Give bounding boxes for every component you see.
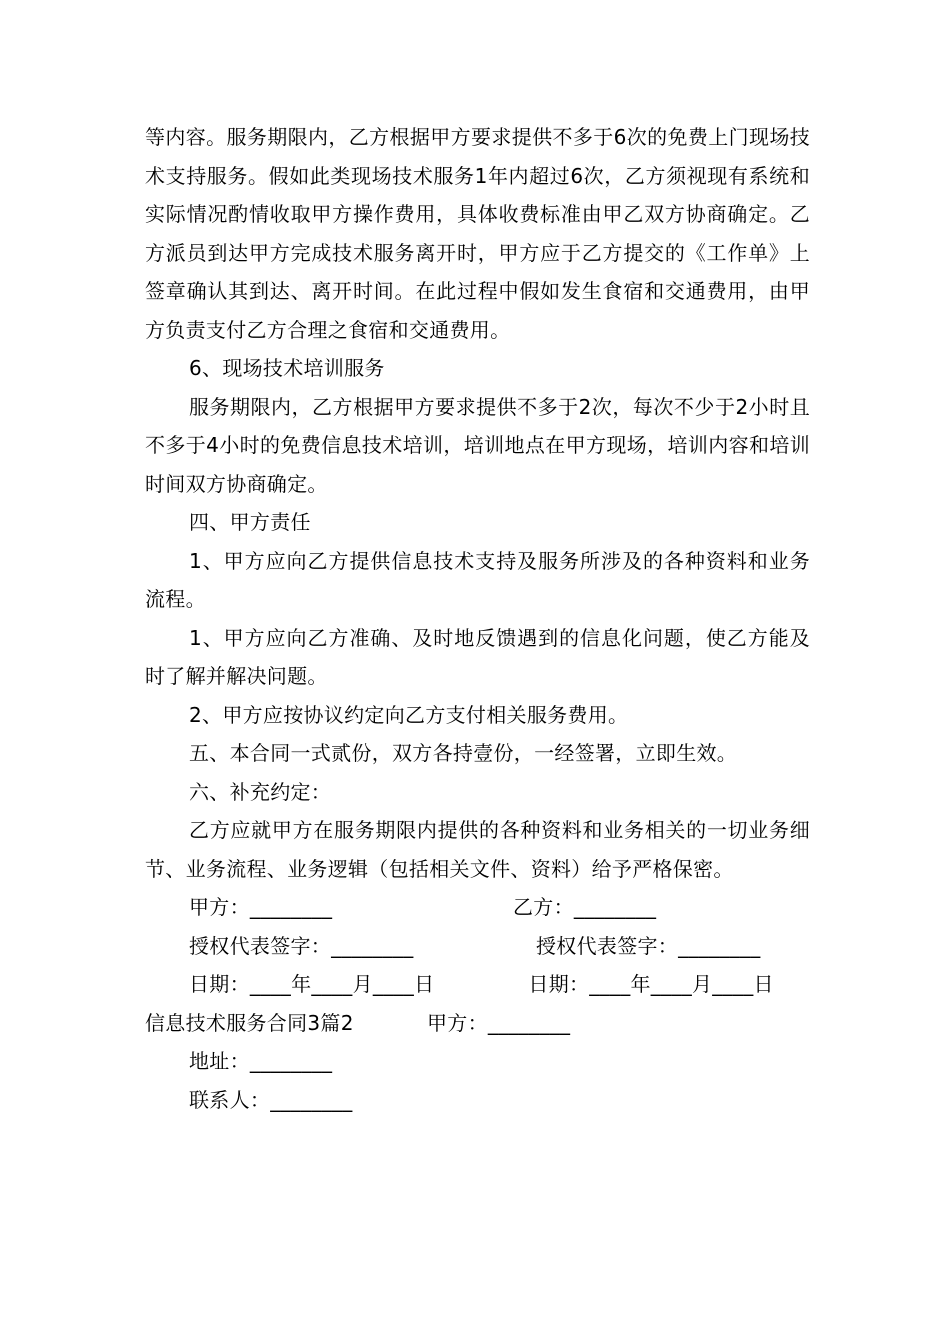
- section-heading-onsite-training: 6、现场技术培训服务: [189, 356, 385, 380]
- section-heading-party-a-duties: 四、甲方责任: [189, 510, 311, 534]
- party-a-signature-line: 甲方：________: [189, 895, 333, 919]
- paragraph-copies-effective: 五、本合同一式贰份，双方各持壹份，一经签署，立即生效。: [189, 741, 738, 765]
- next-contract-title: 信息技术服务合同3篇2: [145, 1010, 354, 1035]
- party-b-date-line: 日期：____年____月____日: [528, 972, 774, 996]
- paragraph-training-terms: 服务期限内，乙方根据甲方要求提供不多于2次，每次不少于2小时且不多于4小时的免费信息技术培训，培训地点在甲方现场，培训内容和培训时间双方协商确定。: [145, 394, 810, 496]
- section-heading-supplementary: 六、补充约定：: [189, 779, 332, 804]
- paragraph-duty-provide-materials: 1、甲方应向乙方提供信息技术支持及服务所涉及的各种资料和业务流程。: [145, 548, 810, 611]
- signature-rep-row: [145, 927, 810, 966]
- party-b-signature-line: 乙方：________: [513, 895, 657, 919]
- paragraph-confidentiality: 乙方应就甲方在服务期限内提供的各种资料和业务相关的一切业务细节、业务流程、业务逻辑（包括相关文件、资料）给予严格保密。: [145, 818, 810, 881]
- signature-date-row: [145, 965, 810, 1004]
- party-b-representative-line: 授权代表签字：________: [536, 933, 761, 958]
- next-contract-party-a-line: 甲方：________: [427, 1010, 571, 1035]
- paragraph-duty-feedback: 1、甲方应向乙方准确、及时地反馈遇到的信息化问题，使乙方能及时了解并解决问题。: [145, 625, 810, 688]
- next-contract-header: [145, 1004, 810, 1043]
- paragraph-onsite-support: 等内容。服务期限内，乙方根据甲方要求提供不多于6次的免费上门现场技术支持服务。假如此类现场技术服务1年内超过6次，乙方须视现有系统和实际情况酌情收取甲方操作费用，具体收费标准由甲乙双方协商确定。乙方派员到达甲方完成技术服务离开时，甲方应于乙方提交的《工作单》上签章确认其到达、离开时间。在此过程中假如发生食宿和交通费用，由甲方负责支付乙方合理之食宿和交通费用。: [145, 125, 810, 342]
- party-a-representative-line: 授权代表签字：________: [189, 933, 414, 958]
- next-contract-address-line: 地址：________: [189, 1049, 333, 1073]
- contract-body: [145, 118, 810, 1119]
- party-a-date-line: 日期：____年____月____日: [189, 972, 435, 996]
- next-contract-contact-line: 联系人：________: [189, 1087, 353, 1112]
- signature-party-row: [145, 888, 810, 927]
- paragraph-duty-payment: 2、甲方应按协议约定向乙方支付相关服务费用。: [189, 702, 629, 727]
